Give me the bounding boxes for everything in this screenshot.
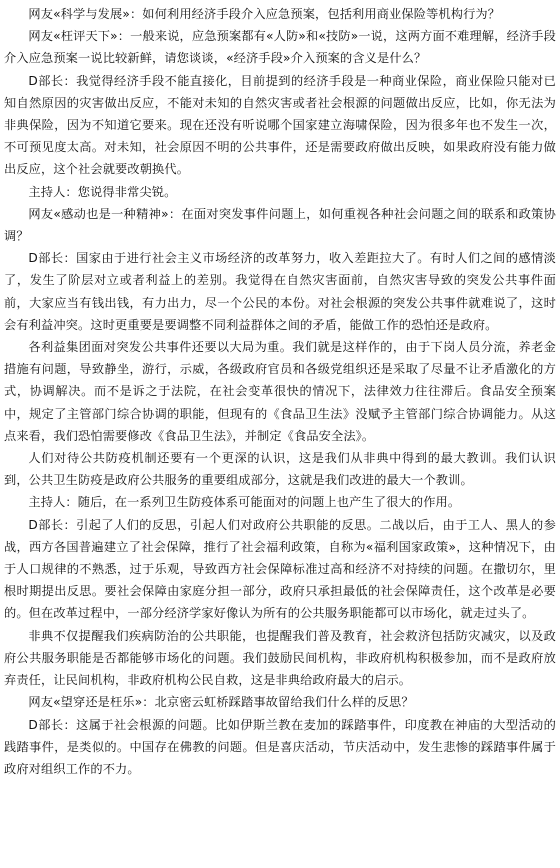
question-paragraph-4: 网友«望穿还是枉乐»：北京密云虹桥踩踏事故留给我们什么样的反思？: [28, 695, 414, 710]
answer-paragraph-4: 人们对待公共防疫机制还要有一个更深的认识，这是我们从非典中得到的最大教训。我们认识到，公共卫生防疫是政府公共服务的重要组成部分，这就是我们改进的最大一个教训。: [4, 451, 556, 488]
host-remark-1: 主持人：您说得非常尖锐。: [28, 184, 177, 199]
answer-paragraph-1: D部长：我觉得经济手段不能直接化，目前提到的经济手段是一种商业保险，商业保险只能对已知自然原因的灾害做出反应，不能对未知的自然灾害或者社会根源的问题做出反应，比如，你无法为非典保险，因为不知道它要来。现在还没有听说哪个国家建立海啸保险，因为很多年也不发生一次，不可预见度太高。对未知，社会原因不明的公共事件，还是需要政府做出反映，如果政府没有能力做出反应，这个社会就要改朝换代。: [4, 73, 556, 177]
answer-paragraph-3: 各利益集团面对突发公共事件还要以大局为重。我们就是这样作的，由于下岗人员分流，养老金措施有问题，导致静坐，游行，示威，各级政府官员和各级党组织还是采取了尽量不让矛盾激化的方式，协调解决。而不是诉之于法院，在社会变革很快的情况下，法律效力往往滞后。食品安全预案中，规定了主管部门综合协调的职能，但现有的《食品卫生法》没赋予主管部门综合协调能力。从这点来看，我们恐怕需要修改《食品卫生法》，并制定《食品安全法》。: [4, 340, 556, 443]
host-remark-2: 主持人：随后，在一系列卫生防疫体系可能面对的问题上也产生了很大的作用。: [28, 495, 461, 510]
answer-paragraph-2: D部长：国家由于进行社会主义市场经济的改革努力，收入差距拉大了。有时人们之间的感情淡了，发生了阶层对立或者利益上的差别。我觉得在自然灾害面前，自然灾害导致的突发公共事件面前，大家应当有钱出钱，有力出力，尽一个公民的本份。对社会根源的突发公共事件就难说了，这时会有利益冲突。这时更重要是要调整不同利益群体之间的矛盾，能做工作的恐怕还是政府。: [4, 251, 556, 332]
question-paragraph-3: 网友«感动也是一种精神»：在面对突发事件问题上，如何重视各种社会问题之间的联系和政策协调？: [4, 206, 556, 244]
answer-paragraph-6: 非典不仅提醒我们疾病防治的公共职能，也提醒我们普及教育，社会救济包括防灾减灾，以及政府公共服务职能是否都能够市场化的问题。我们鼓励民间机构，非政府机构积极参加，而不是政府放弃责任，让民间机构，非政府机构公民自救，这是非典给政府最大的启示。: [4, 628, 556, 688]
question-paragraph-2: 网友«枉评天下»：一般来说，应急预案都有«人防»和«技防»一说，这两方面不难理解，经济手段介入应急预案一说比较新鲜，请您谈谈，«经济手段»介入预案的含义是什么？: [4, 29, 556, 66]
answer-paragraph-5: D部长：引起了人们的反思，引起人们对政府公共职能的反思。二战以后，由于工人、黑人的参战，西方各国普遍建立了社会保障，推行了社会福利政策，自称为«福利国家政策»，这种情况下，由于人口规律的不熟悉，过于乐观，导致西方社会保障标准过高和经济不对持续的问题。在撒切尔，里根时期提出反思。要社会保障由家庭分担一部分，政府只承担最低的社会保障责任，这个改革是必要的。但在改革过程中，一部分经济学家好像认为所有的公共服务职能都可以市场化，就走过头了。: [4, 517, 556, 621]
answer-paragraph-7: D部长：这属于社会根源的问题。比如伊斯兰教在麦加的踩踏事件，印度教在神庙的大型活动的践踏事件，是类似的。中国存在佛教的问题。但是喜庆活动，节庆活动中，发生悲惨的踩踏事件属于政府对组织工作的不力。: [4, 717, 556, 776]
question-paragraph-1: 网友«科学与发展»：如何利用经济手段介入应急预案，包括利用商业保险等机构行为？: [28, 7, 501, 21]
